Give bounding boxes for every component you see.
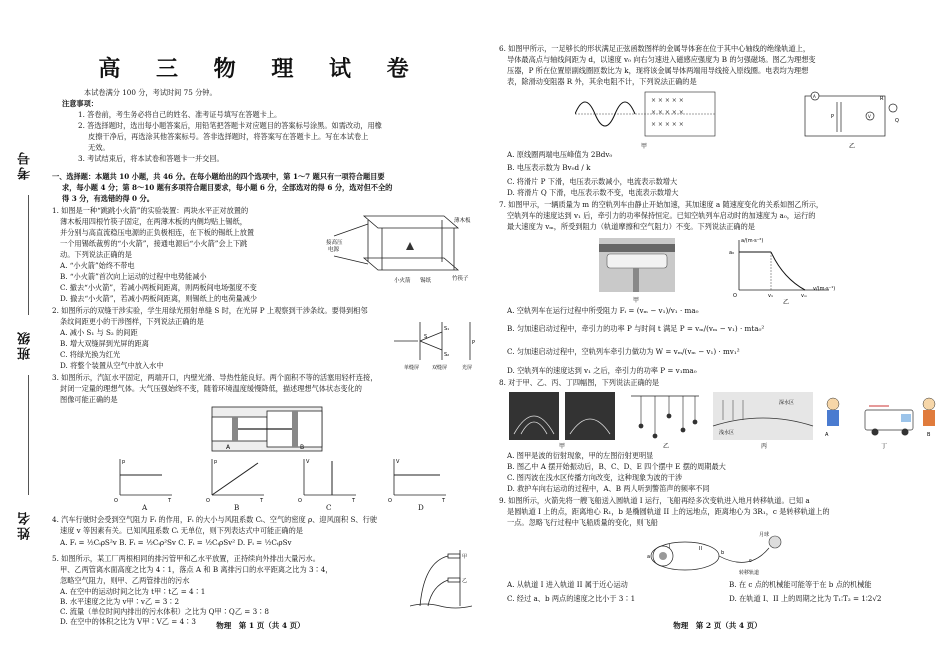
q6-stem: 导体最高点与轴线间距为 d，以速度 v₀ 向右匀速进入磁感应强度为 B 的匀强磁场。图乙为理想变	[507, 55, 816, 64]
q9-stem: 一点。忽略飞行过程中飞船质量的变化，则飞船	[507, 518, 658, 527]
page-footer: 物理 第 1 页（共 4 页）	[216, 621, 305, 630]
q5-stem: 甲、乙两管离水面高度之比为 4∶1，落点 A 和 B 离排污口的水平距离之比为 3∶4，	[60, 565, 333, 574]
q6-figure-label: 甲	[641, 143, 648, 150]
svg-text:p: p	[122, 459, 126, 465]
q1-option-b: B. “小火箭”首次向上运动的过程中电势能减小	[60, 272, 207, 281]
q8-figure-label: 丁	[881, 443, 888, 450]
q4-stem: 速度 v 等因素有关。已知风阻系数 Cᵢ 无单位，则下列表达式中可能正确的是	[60, 526, 303, 535]
page-title: 高 三 物 理 试 卷	[98, 56, 423, 82]
q8-figure-label: 乙	[663, 443, 670, 450]
q8-stem: 8. 对于甲、乙、丙、丁四幅图，下列说法正确的是	[499, 378, 660, 387]
notes-heading: 注意事项：	[62, 99, 98, 108]
q6-option-a: A. 原线圈两端电压峰值为 2Bdv₀	[507, 150, 613, 159]
svg-text:S₁: S₁	[444, 326, 450, 332]
q1-figure-label: 小火箭	[394, 278, 411, 284]
svg-text:× × × × ×: × × × × ×	[651, 121, 684, 128]
side-label-exam-no: 考号	[18, 150, 33, 180]
q3-graph-d	[388, 459, 446, 504]
q2-option-b: B. 增大双缝屏到光屏的距离	[60, 339, 149, 348]
q7-figure-label: 乙	[783, 299, 790, 306]
q2-figure-label: 双缝屏	[432, 365, 448, 371]
note-line: 2. 答选择题时，选出每小题答案后，用铅笔把答题卡对应题目的答案标号涂黑。如需改动，用橡	[78, 121, 382, 130]
svg-text:R: R	[880, 96, 884, 102]
q8-figure-label: 浅水区	[719, 430, 735, 436]
svg-text:A: A	[226, 444, 231, 451]
q8-figure	[509, 390, 939, 450]
q8-option-b: B. 图乙中 A 摆开始振动后，B、C、D、E 四个摆中 E 摆的周期最大	[507, 462, 726, 471]
q9-figure-label: I	[669, 544, 671, 550]
q2-stem: 2. 如图所示的双缝干涉实验，学生用绿光照射单缝 S 时，在光屏 P 上观察到干涉条纹。要得到相邻	[52, 306, 368, 315]
q7-option-c: C. 匀加速启动过程中，空轨列车牵引力做功为 W = vₘ/(vₘ − v₁) · mv₁²	[507, 347, 740, 356]
q9-figure-label: c	[749, 558, 752, 564]
q8-figure-b	[631, 396, 699, 450]
q9-option-b: B. 在 c 点的机械能可能等于在 b 点的机械能	[729, 580, 872, 589]
q3-option-b: B	[234, 503, 240, 512]
svg-text:O: O	[206, 498, 210, 504]
q6-option-d: D. 将滑片 Q 下滑，电压表示数不变，电流表示数增大	[507, 188, 679, 197]
svg-text:O: O	[114, 498, 118, 504]
q1-option-d: D. 撤去“小火箭”，若减小两板间距离，则锡纸上的电荷量减少	[60, 294, 258, 303]
q2-option-d: D. 将整个装置从空气中放入水中	[60, 361, 164, 370]
q3-stem: 图像可能正确的是	[60, 395, 118, 404]
q9-figure-label: II	[699, 546, 702, 552]
q5-option-b: B. 水平速度之比为 v甲∶v乙 = 3∶2	[60, 597, 180, 606]
side-label-class: 班级	[18, 330, 33, 360]
note-line: 皮擦干净后，再选涂其他答案标号。答非选择题时，将答案写在答题卡上。写在本试卷上	[88, 132, 369, 141]
q8-figure-a	[509, 392, 615, 450]
q4-stem: 4. 汽车行驶时会受到空气阻力 Fᵢ 的作用，Fᵢ 的大小与风阻系数 Cᵢ、空气的密度 ρ、迎风面积 S、行驶	[52, 515, 377, 524]
q7-stem: 7. 如图甲示，一辆质量为 m 的空轨列车由静止开始加速，其加速度 a 随速度变化的关系如图乙所示，	[499, 200, 824, 209]
q9-figure-label: b	[721, 550, 725, 556]
q3-option-d: D	[418, 503, 424, 512]
svg-text:V: V	[868, 114, 871, 119]
q7-figure-label: O	[733, 293, 737, 299]
svg-text:× × × × ×: × × × × ×	[651, 109, 684, 116]
q1-figure-label: 电源	[328, 247, 340, 253]
svg-text:B: B	[300, 444, 305, 451]
svg-text:P: P	[831, 114, 835, 120]
svg-text:A: A	[813, 94, 816, 99]
q6-stem: 表，除滑动变阻器 R 外，其余电阻不计，下列说法正确的是	[507, 77, 697, 86]
svg-text:T: T	[352, 498, 356, 504]
q1-option-c: C. 撤去“小火箭”，若减小两板间距离，则两板间电场强度不变	[60, 283, 257, 292]
q4-options: A. Fᵢ = ½CᵢρS²v B. Fᵢ = ½Cᵢρ²Sv C. Fᵢ = ½CᵢρSv² D. Fᵢ = ½CᵢρSv	[60, 538, 292, 547]
q8-figure-label: A	[825, 432, 829, 438]
q6-option-c: C. 将滑片 P 下滑，电压表示数减小，电流表示数增大	[507, 177, 678, 186]
binding-margin	[0, 0, 44, 655]
q1-option-a: A. “小火箭”始终不带电	[60, 261, 135, 270]
q9-figure-label: 月球	[759, 532, 770, 538]
q1-figure-label: 接高压	[326, 240, 343, 246]
svg-text:P: P	[472, 340, 475, 346]
q2-figure-label: 单缝屏	[404, 365, 420, 371]
q7-figure-label: a/(m·s⁻²)	[741, 238, 764, 244]
q9-figure-label: 转移轨道	[739, 570, 760, 576]
q1-stem: 薄木板用四根竹筷子固定，在两薄木板的内侧均贴上锡纸，	[60, 217, 247, 226]
q5-figure	[410, 548, 472, 612]
q5-stem: 忽略空气阻力，则甲、乙两管排出的污水	[60, 576, 190, 585]
q7-figure-label: v₁	[768, 293, 773, 299]
q8-option-c: C. 图丙波在浅水区传播方向改变，这种现象为波的干涉	[507, 473, 683, 482]
svg-text:V: V	[396, 459, 400, 465]
note-line: 3. 考试结束后，将本试卷和答题卡一并交回。	[78, 154, 224, 163]
svg-text:T: T	[260, 498, 264, 504]
svg-text:p: p	[214, 459, 218, 465]
q1-stem: 1. 如图是一种“跳跳小火箭”的实验装置：两块水平正对放置的	[52, 206, 249, 215]
page-footer: 物理 第 2 页（共 4 页）	[673, 621, 762, 630]
q3-option-a: A	[142, 503, 148, 512]
q1-figure-label: 竹筷子	[452, 276, 469, 282]
svg-text:O: O	[298, 498, 302, 504]
q7-stem: 最大速度为 vₘ，所受到阻力（轨道摩擦和空气阻力）不变。下列说法正确的是	[507, 222, 755, 231]
q2-figure-label: 光屏	[462, 365, 473, 371]
q7-photo-monorail	[599, 238, 675, 304]
intro-text: 本试卷满分 100 分，考试时间 75 分钟。	[84, 88, 217, 97]
divider	[28, 195, 29, 315]
q6-option-b: B. 电压表示数为 Bv₀d / k	[507, 163, 591, 172]
svg-text:T: T	[442, 498, 446, 504]
q1-stem: 一个用锡纸裁剪的“小火箭”，接通电源后“小火箭”会上下跳	[60, 239, 248, 248]
q8-option-d: D. 救护车向右运动的过程中，A、B 两人听到警笛声的频率不同	[507, 484, 710, 493]
q8-figure-label: B	[927, 432, 931, 438]
q8-figure-label: 甲	[559, 443, 566, 450]
q7-option-d: D. 空轨列车的速度达到 v₁ 之后，牵引力的功率 P = v₁ma₀	[507, 366, 697, 375]
note-line: 1. 答卷前，考生务必将自己的姓名、准考证号填写在答题卡上。	[78, 110, 282, 119]
q5-option-c: C. 流量（单位时间内排出的污水体积）之比为 Q甲∶Q乙 = 3∶8	[60, 607, 269, 616]
q5-option-a: A. 在空中的运动时间之比为 t甲∶t乙 = 4∶1	[60, 587, 206, 596]
q9-figure-label: a	[647, 554, 651, 560]
section-heading: 一、选择题：本题共 10 小题，共 46 分。在每小题给出的四个选项中，第 1～7 题只有一项符合题目要	[52, 172, 385, 181]
q5-stem: 5. 如图所示，某工厂两根相同的排污管甲和乙水平放置，正持续向外排出大量污水。	[52, 554, 320, 563]
q9-stem: 是圆轨道 I 上的点，距离地心 R₁，b 是椭圆轨道 II 上的远地点，距离地心为 3R₁，c 是转移轨道上的	[507, 507, 830, 516]
q6-figure-b	[805, 92, 899, 150]
q2-option-a: A. 减小 S₁ 与 S₂ 的间距	[60, 328, 138, 337]
q7-option-a: A. 空轨列车在运行过程中所受阻力 Fᵢ = (vₘ − v₁)/v₁ · ma₀	[507, 306, 699, 315]
q8-figure-d	[825, 398, 935, 450]
q9-figure	[639, 528, 799, 576]
q1-figure-label: 锡纸	[420, 278, 432, 284]
svg-text:S₂: S₂	[444, 352, 450, 358]
q9-option-a: A. 从轨道 I 进入轨道 II 属于近心运动	[507, 580, 628, 589]
q6-stem: 压器，P 所在位置原副线圈匝数比为 k，现将该金属导体两端用导线接入原线圈。电表均为理想	[507, 66, 809, 75]
q7-figure-label: a₀	[729, 250, 735, 256]
svg-text:乙: 乙	[462, 578, 468, 584]
q8-figure-label: 丙	[761, 443, 768, 450]
svg-text:T: T	[168, 498, 172, 504]
q2-figure	[390, 318, 475, 372]
q1-stem: 并分别与高直流稳压电源的正负极相连，在下板的锡纸上放置	[60, 228, 255, 237]
q7-graph	[729, 238, 835, 306]
page-2	[475, 0, 950, 655]
q7-stem: 空轨列车的速度达到 v₁ 后，牵引力的功率保持恒定。已知空轨列车启动时的加速度为 a₀，运行的	[507, 211, 816, 220]
svg-text:O: O	[388, 498, 392, 504]
q1-stem: 动。下列说法正确的是	[60, 250, 132, 259]
q8-figure-label: 深水区	[779, 400, 795, 406]
section-heading: 得 3 分，有选错的得 0 分。	[62, 194, 154, 203]
q6-figure-a	[575, 92, 715, 150]
q9-stem: 9. 如图所示，火箭先将一艘飞船送入圆轨道 I 运行，飞船再经多次变轨进入地月转移轨道。已知 a	[499, 496, 810, 505]
note-line: 无效。	[88, 143, 110, 152]
q1-figure	[324, 206, 474, 286]
q7-option-b: B. 匀加速启动过程中，牵引力的功率 P 与时间 t 满足 P = vₘ/(vₘ − v₁) · mta₀²	[507, 324, 765, 333]
q7-figure-label: vₘ	[801, 293, 808, 299]
svg-text:S: S	[424, 334, 428, 340]
q8-option-a: A. 图甲是波的衍射现象，甲的左图衍射更明显	[507, 451, 654, 460]
q3-graph-a	[114, 459, 172, 504]
q1-figure-label: 薄木板	[454, 218, 471, 224]
q3-cylinder-figure	[202, 405, 332, 453]
q6-figure-label: 乙	[849, 143, 856, 150]
q3-graph-options	[82, 455, 462, 505]
svg-text:× × × × ×: × × × × ×	[651, 97, 684, 104]
side-label-name: 姓名	[18, 510, 33, 540]
q9-option-d: D. 在轨道 I、II 上的周期之比为 T₁∶T₂ = 1∶2√2	[729, 594, 882, 603]
q3-stem: 封闭一定量的理想气体。大气压强始终不变，随着环境温度缓慢降低，描述理想气体状态变化的	[60, 384, 362, 393]
q7-figure-label: 甲	[633, 297, 640, 304]
q3-graph-c	[298, 459, 356, 504]
q6-stem: 6. 如图甲所示，一足够长的形状满足正弦函数图样的金属导体套在位于其中心轴线的绝缘轨道上，	[499, 44, 811, 53]
svg-text:V: V	[306, 459, 310, 465]
q3-option-c: C	[326, 503, 332, 512]
q2-option-c: C. 将绿光换为红光	[60, 350, 121, 359]
section-heading: 求，每小题 4 分；第 8～10 题有多项符合题目要求，每小题 6 分，全部选对的得 6 分，选对但不全的	[62, 183, 393, 192]
svg-text:甲: 甲	[462, 554, 468, 560]
q5-option-d: D. 在空中的体积之比为 V甲∶V乙 = 4∶3	[60, 617, 196, 626]
q9-option-c: C. 经过 a、b 两点的速度之比小于 3∶1	[507, 594, 636, 603]
q3-stem: 3. 如图所示，汽缸水平固定，两端开口，内壁光滑、导热性能良好。两个面积不等的活塞用轻杆连接，	[52, 373, 378, 382]
q2-stem: 条纹间距更小的干涉图样，下列说法正确的是	[60, 317, 204, 326]
q7-figure	[599, 234, 859, 306]
q3-graph-b	[206, 459, 264, 504]
svg-text:Q: Q	[895, 118, 899, 124]
q6-figure	[575, 88, 915, 150]
q7-figure-label: v/(m·s⁻¹)	[813, 286, 836, 292]
q8-figure-c	[713, 392, 813, 450]
divider	[28, 375, 29, 495]
